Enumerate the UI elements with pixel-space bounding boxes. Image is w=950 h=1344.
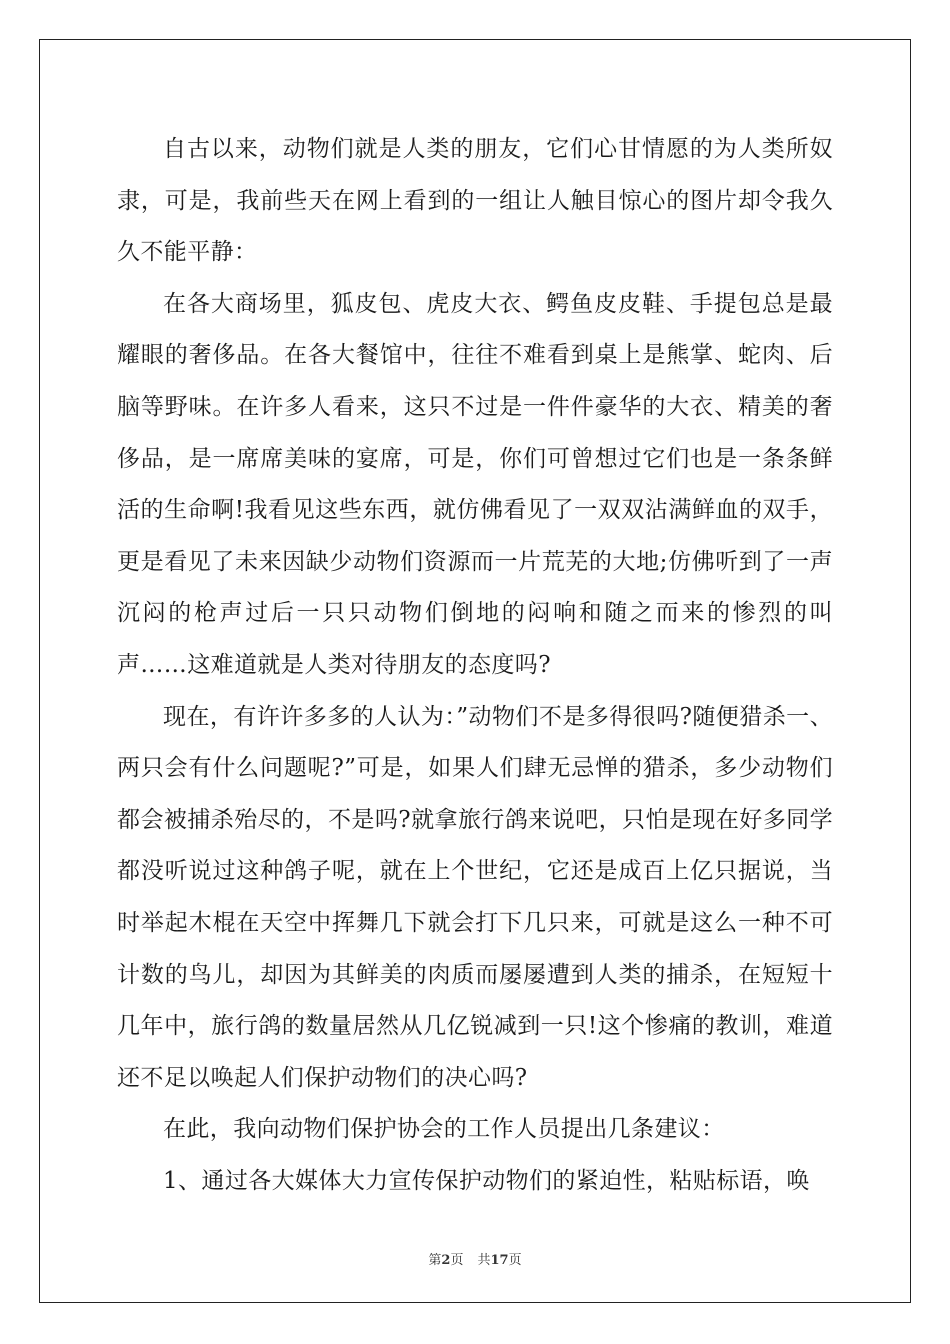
total-pages: 17 — [490, 1253, 509, 1268]
page-number: 2 — [441, 1253, 451, 1268]
paragraph-suggestion-1: 1、通过各大媒体大力宣传保护动物们的紧迫性，粘贴标语，唤 — [163, 1167, 810, 1194]
paragraph-passenger-pigeon: 现在，有许许多多的人认为：”动物们不是多得很吗?随便猎杀一、两只会有什么问题呢?”可是，如果人们肆无忌惮的猎杀，多少动物们都会被捕杀殆尽的，不是吗?就拿旅行鸽来说吧，只怕是现在好多同学都没听说过这种鸽子呢，就在上个世纪，它还是成百上亿只据说，当时举起木棍在天空中挥舞几下就会打下几只来，可就是这么一种不可计数的鸟儿，却因为其鲜美的肉质而屡屡遭到人类的捕杀，在短短十几年中，旅行鸽的数量居然从几亿锐减到一只!这个惨痛的教训，难道还不足以唤起人们保护动物们的决心吗? — [117, 703, 833, 1091]
total-label-prefix: 共 — [477, 1253, 491, 1268]
document-body — [117, 124, 833, 1207]
paragraph-suggestions-intro: 在此，我向动物们保护协会的工作人员提出几条建议： — [163, 1116, 725, 1143]
page-footer — [0, 1249, 950, 1268]
paragraph-luxury-goods: 在各大商场里，狐皮包、虎皮大衣、鳄鱼皮皮鞋、手提包总是最耀眼的奢侈品。在各大餐馆中，往往不难看到桌上是熊掌、蛇肉、后脑等野味。在许多人看来，这只不过是一件件豪华的大衣、精美的奢侈品，是一席席美味的宴席，可是，你们可曾想过它们也是一条条鲜活的生命啊!我看见这些东西，就仿佛看见了一双双沾满鲜血的双手，更是看见了未来因缺少动物们资源而一片荒芜的大地;仿佛听到了一声沉闷的枪声过后一只只动物们倒地的闷响和随之而来的惨烈的叫声……这难道就是人类对待朋友的态度吗? — [117, 290, 833, 678]
page-label-prefix: 第 — [428, 1253, 442, 1268]
total-label-suffix: 页 — [508, 1253, 522, 1268]
page-label-suffix: 页 — [450, 1253, 464, 1268]
paragraph-intro: 自古以来，动物们就是人类的朋友，它们心甘情愿的为人类所奴隶，可是，我前些天在网上看到的一组让人触目惊心的图片却令我久久不能平静： — [117, 136, 833, 266]
